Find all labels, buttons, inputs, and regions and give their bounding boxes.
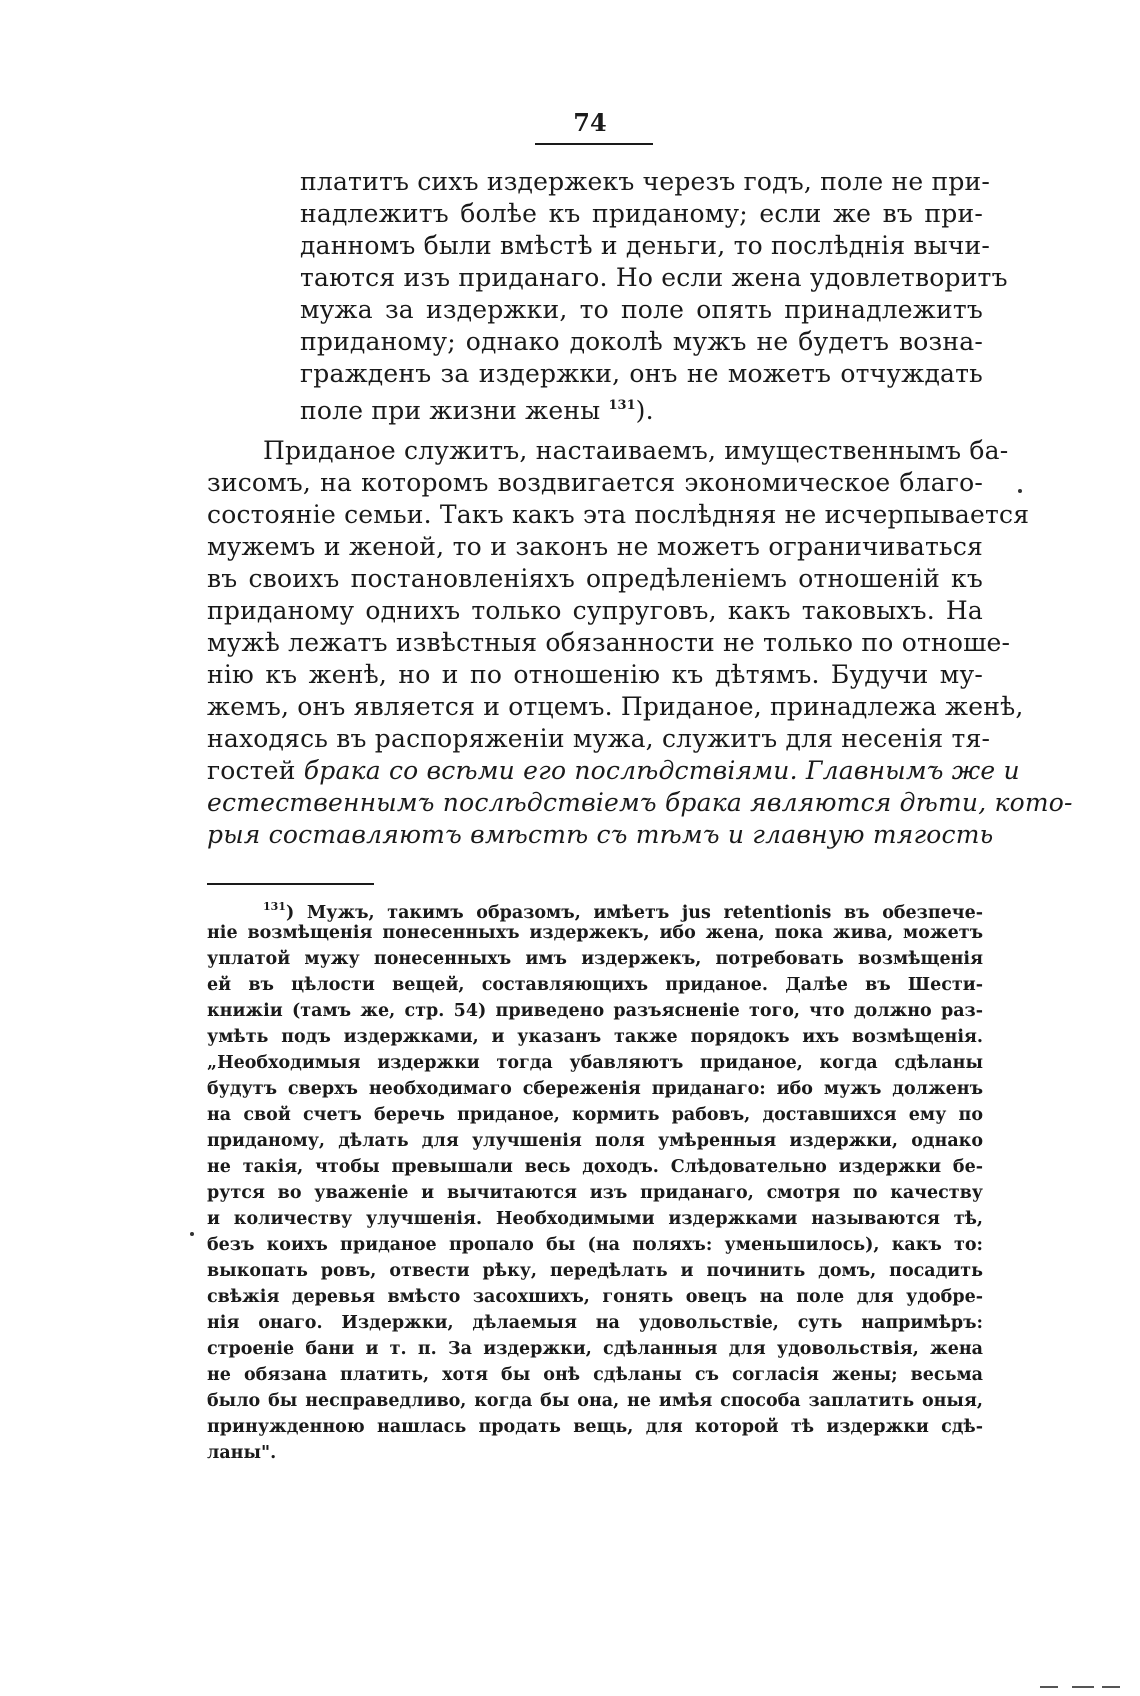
footnote-line: будутъ сверхъ необходимаго сбереженія приданаго: ибо мужъ долженъ (207, 1079, 983, 1099)
text-line: Приданое служитъ, настаиваемъ, имущественнымъ ба- (263, 436, 1009, 465)
footnote-line: книжіи (тамъ же, стр. 54) приведено разъясненіе того, что должно раз- (207, 1001, 983, 1021)
text-line: мужемъ и женой, то и законъ не можетъ ограничиваться (207, 532, 983, 561)
text-line: приданому; однако доколѣ мужъ не будетъ возна- (300, 327, 983, 356)
footnote-number: 131 (263, 900, 286, 913)
footnote-line: и количеству улучшенія. Необходимыми издержками называются тѣ, (207, 1209, 983, 1229)
text-segment: гостей (207, 756, 296, 785)
footnote-line: ей въ цѣлости вещей, составляющихъ приданое. Далѣе въ Шести- (207, 975, 983, 995)
text-line: зисомъ, на которомъ воздвигается экономическое благо- (207, 468, 983, 497)
text-line: естественнымъ послѣдствіемъ брака являются дѣти, кото- (207, 788, 1073, 817)
text-segment: ). (635, 396, 654, 425)
scan-speck (190, 1232, 194, 1236)
text-line (207, 755, 1020, 787)
text-line: состояніе семьи. Такъ какъ эта послѣдняя не исчерпывается (207, 500, 1030, 529)
text-line: платитъ сихъ издержекъ черезъ годъ, поле не при- (300, 167, 991, 196)
footnote-line: ніе возмѣщенія понесенныхъ издержекъ, ибо жена, пока жива, можетъ (207, 923, 983, 943)
text-line: находясь въ распоряженіи мужа, служитъ для несенія тя- (207, 724, 991, 753)
text-line (300, 390, 983, 425)
text-line: данномъ были вмѣстѣ и деньги, то послѣднія вычи- (300, 231, 991, 260)
footnote-line (263, 894, 983, 923)
footnote-line: на свой счетъ беречь приданое, кормить рабовъ, доставшихся ему по (207, 1105, 983, 1125)
footnote-line: свѣжія деревья вмѣсто засохшихъ, гонять овецъ на поле для удобре- (207, 1287, 983, 1307)
text-segment: ) Мужъ, такимъ образомъ, имѣетъ jus retentionis въ обезпече- (285, 903, 983, 923)
text-line: жемъ, онъ является и отцемъ. Приданое, принадлежа женѣ, (207, 692, 1024, 721)
page-number: 74 (573, 108, 607, 137)
footnote-line: „Необходимыя издержки тогда убавляютъ приданое, когда сдѣланы (207, 1053, 983, 1073)
footnote-line: безъ коихъ приданое пропало бы (на поляхъ: уменьшилось), какъ то: (207, 1235, 983, 1255)
scan-speck (1018, 489, 1022, 493)
footnote-line: было бы несправедливо, когда бы она, не имѣя способа заплатить оныя, (207, 1391, 983, 1411)
footnote-line: уплатой мужу понесенныхъ имъ издержекъ, потребовать возмѣщенія (207, 949, 983, 969)
footnote-line: рутся во уваженіе и вычитаются изъ приданаго, смотря по качеству (207, 1183, 983, 1203)
scan-mark (1040, 1686, 1058, 1688)
text-line: рыя составляютъ вмѣстѣ съ тѣмъ и главную тягость (207, 820, 994, 849)
footnote-reference: 131 (608, 398, 636, 413)
text-line: надлежитъ болѣе къ приданому; если же въ при- (300, 199, 983, 228)
text-line: таются изъ приданаго. Но если жена удовлетворитъ (300, 263, 1008, 292)
footnote-line: не такія, чтобы превышали весь доходъ. Слѣдовательно издержки бе- (207, 1157, 983, 1177)
page-number-rule (535, 143, 653, 145)
text-line: гражденъ за издержки, онъ не можетъ отчуждать (300, 359, 983, 388)
text-line: мужа за издержки, то поле опять принадлежитъ (300, 295, 983, 324)
footnote-line: строеніе бани и т. п. За издержки, сдѣланныя для удовольствія, жена (207, 1339, 983, 1359)
footnote-line: не обязана платить, хотя бы онѣ сдѣланы съ согласія жены; весьма (207, 1365, 983, 1385)
footnote-line: нія онаго. Издержки, дѣлаемыя на удовольствіе, суть напримѣръ: (207, 1313, 983, 1333)
text-segment: поле при жизни жены (300, 396, 601, 425)
text-line: приданому однихъ только супруговъ, какъ таковыхъ. На (207, 596, 983, 625)
text-line: въ своихъ постановленіяхъ опредѣленіемъ отношеній къ (207, 564, 983, 593)
footnote-rule (207, 883, 374, 885)
scan-mark (1072, 1686, 1094, 1688)
scan-mark (1102, 1686, 1120, 1688)
footnote-line: выкопать ровъ, отвести рѣку, передѣлать и починить домъ, посадить (207, 1261, 983, 1281)
italic-segment: брака со всѣми его послѣдствіями. Главнымъ же и (303, 756, 1020, 785)
footnote-line: приданому, дѣлать для улучшенія поля умѣренныя издержки, однако (207, 1131, 983, 1151)
text-line: нію къ женѣ, но и по отношенію къ дѣтямъ. Будучи му- (207, 660, 983, 689)
footnote-line: принужденною нашлась продать вещь, для которой тѣ издержки сдѣ- (207, 1417, 983, 1437)
footnote-line: умѣть подъ издержками, и указанъ также порядокъ ихъ возмѣщенія. (207, 1027, 983, 1047)
text-line: мужѣ лежатъ извѣстныя обязанности не только по отноше- (207, 628, 1011, 657)
footnote-line: ланы". (207, 1443, 277, 1463)
